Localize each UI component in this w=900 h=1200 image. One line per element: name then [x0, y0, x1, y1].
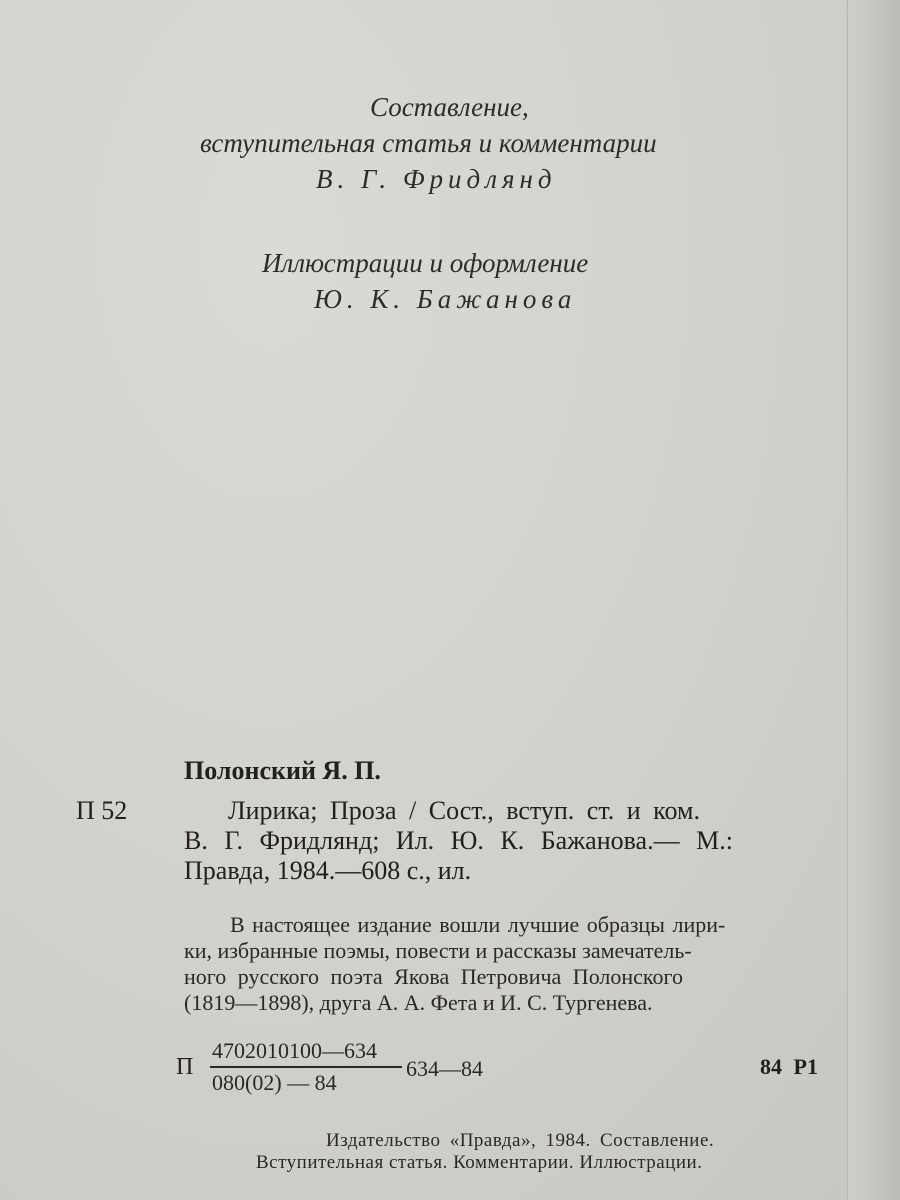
compiler-name: В. Г. Фридлянд	[316, 164, 557, 194]
classification-code: 634—84	[406, 1056, 483, 1081]
illustrator-name: Ю. К. Бажанова	[314, 284, 577, 314]
classification-denominator: 080(02) — 84	[212, 1070, 337, 1095]
fraction-bar	[210, 1066, 402, 1068]
bbk-index: 84 Р1	[760, 1054, 818, 1079]
catalog-line-1: Лирика; Проза / Сост., вступ. ст. и ком.	[228, 796, 700, 825]
page-edge	[847, 0, 900, 1200]
classification-letter: П	[176, 1054, 194, 1080]
copyright-line-1: Издательство «Правда», 1984. Составление.	[326, 1130, 715, 1151]
annotation-line-3: ного русского поэта Якова Петровича Полонского	[184, 964, 683, 989]
annotation-line-4: (1819—1898), друга А. А. Фета и И. С. Тургенева.	[184, 990, 653, 1015]
compilation-heading: Составление,	[370, 92, 529, 122]
catalog-line-2: В. Г. Фридлянд; Ил. Ю. К. Бажанова.— М.:	[184, 826, 733, 855]
annotation-line-2: ки, избранные поэмы, повести и рассказы замечатель-	[184, 938, 692, 963]
illustrations-heading: Иллюстрации и оформление	[262, 248, 589, 278]
catalog-line-3: Правда, 1984.—608 с., ил.	[184, 856, 472, 885]
annotation-line-1: В настоящее издание вошли лучшие образцы лири-	[230, 912, 726, 937]
compilation-description: вступительная статья и комментарии	[200, 128, 657, 158]
classification-numerator: 4702010100—634	[212, 1038, 377, 1063]
catalog-author: Полонский Я. П.	[184, 756, 381, 785]
catalog-call-number: П 52	[76, 796, 128, 825]
copyright-line-2: Вступительная статья. Комментарии. Иллюстрации.	[256, 1152, 703, 1173]
